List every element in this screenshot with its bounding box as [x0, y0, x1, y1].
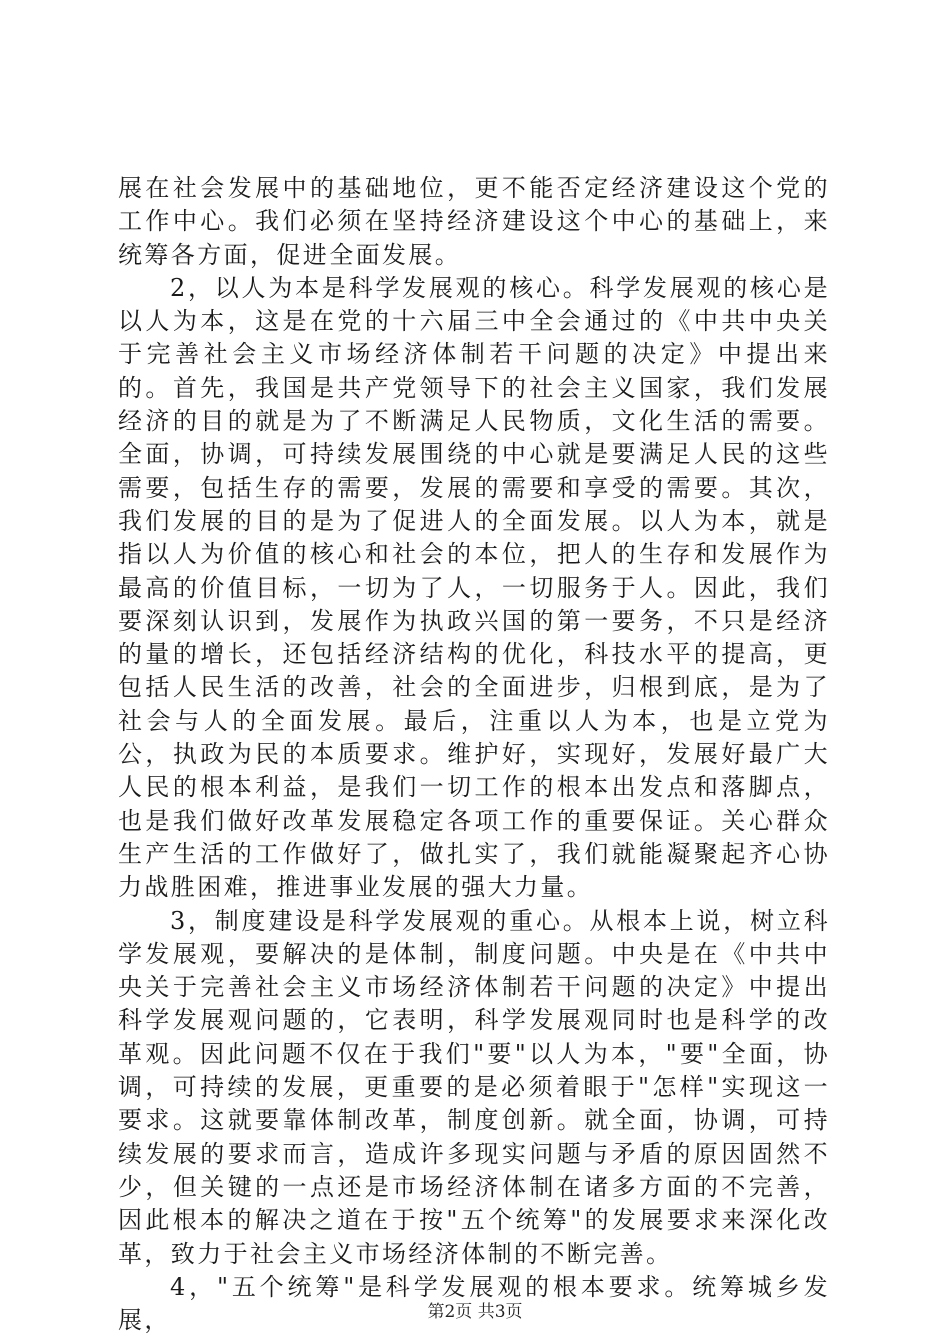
- paragraph-2-people-oriented: 2，以人为本是科学发展观的核心。科学发展观的核心是以人为本，这是在党的十六届三中全会通过的《中共中央关于完善社会主义市场经济体制若干问题的决定》中提出来的。首先，我国是共产党领导下的社会主义国家，我们发展经济的目的就是为了不断满足人民物质，文化生活的需要。全面，协调，可持续发展围绕的中心就是要满足人民的这些需要，包括生存的需要，发展的需要和享受的需要。其次，我们发展的目的是为了促进人的全面发展。以人为本，就是指以人为价值的核心和社会的本位，把人的生存和发展作为最高的价值目标，一切为了人，一切服务于人。因此，我们要深刻认识到，发展作为执政兴国的第一要务，不只是经济的量的增长，还包括经济结构的优化，科技水平的提高，更包括人民生活的改善，社会的全面进步，归根到底，是为了社会与人的全面发展。最后，注重以人为本，也是立党为公，执政为民的本质要求。维护好，实现好，发展好最广大人民的根本利益，是我们一切工作的根本出发点和落脚点，也是我们做好改革发展稳定各项工作的重要保证。关心群众生产生活的工作做好了，做扎实了，我们就能凝聚起齐心协力战胜困难，推进事业发展的强大力量。: [118, 273, 830, 902]
- paragraph-4-five-overall-plans: 4，"五个统筹"是科学发展观的根本要求。统筹城乡发展，: [118, 1272, 830, 1335]
- page-footer: 第2页 共3页: [427, 1302, 523, 1322]
- paragraph-continuation: 展在社会发展中的基础地位，更不能否定经济建设这个党的工作中心。我们必须在坚持经济建设这个中心的基础上，来统筹各方面，促进全面发展。: [118, 174, 830, 269]
- document-body: [118, 172, 830, 1337]
- paragraph-3-system-building: 3，制度建设是科学发展观的重心。从根本上说，树立科学发展观，要解决的是体制，制度问题。中央是在《中共中央关于完善社会主义市场经济体制若干问题的决定》中提出科学发展观问题的，它表明，科学发展观同时也是科学的改革观。因此问题不仅在于我们"要"以人为本，"要"全面，协调，可持续的发展，更重要的是必须着眼于"怎样"实现这一要求。这就要靠体制改革，制度创新。就全面，协调，可持续发展的要求而言，造成许多现实问题与矛盾的原因固然不少，但关键的一点还是市场经济体制在诸多方面的不完善，因此根本的解决之道在于按"五个统筹"的发展要求来深化改革，致力于社会主义市场经济体制的不断完善。: [118, 906, 830, 1268]
